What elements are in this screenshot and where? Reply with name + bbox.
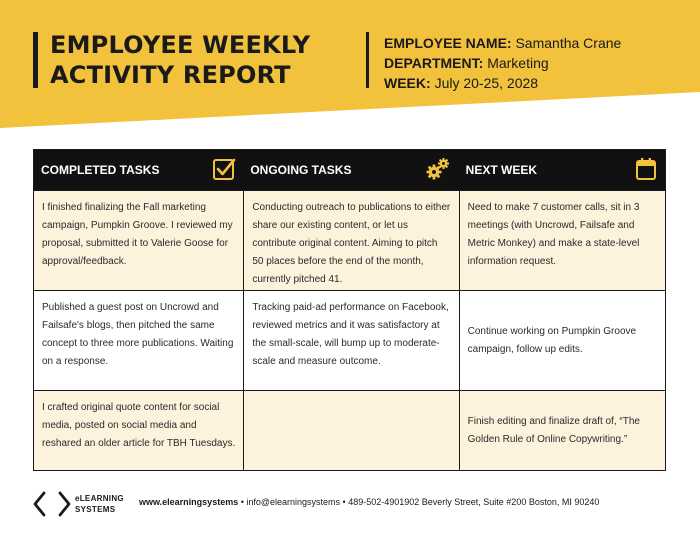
activity-table bbox=[33, 149, 666, 471]
table-cell bbox=[243, 391, 458, 470]
column-header-label: ONGOING TASKS bbox=[250, 163, 352, 177]
column-header-next-week bbox=[459, 150, 665, 190]
week-label: WEEK: bbox=[384, 75, 431, 91]
table-row bbox=[34, 190, 665, 290]
title-line-1: EMPLOYEE WEEKLY bbox=[50, 31, 311, 59]
department-value: Marketing bbox=[487, 55, 549, 71]
table-cell: Continue working on Pumpkin Groove campaign, follow up edits. bbox=[459, 291, 665, 390]
title-line-2: ACTIVITY REPORT bbox=[50, 61, 291, 89]
brand-line-1: eLEARNING bbox=[75, 494, 124, 503]
table-cell: I finished finalizing the Fall marketing campaign, Pumpkin Groove. I reviewed my proposal, submitted it to Valerie Goose for approval/feedback. bbox=[34, 191, 243, 290]
table-cell: Published a guest post on Uncrowd and Failsafe's blogs, then pitched the same concept to three more publications. Waiting on a response. bbox=[34, 291, 243, 390]
employee-info bbox=[384, 33, 621, 93]
department-label: DEPARTMENT: bbox=[384, 55, 484, 71]
table-header bbox=[34, 150, 665, 190]
column-header-label: NEXT WEEK bbox=[465, 163, 537, 177]
table-cell: Conducting outreach to publications to either share our existing content, or let us contribute original content. Aiming to pitch 50 places before the end of the month, currently pitched 41. bbox=[243, 191, 458, 290]
brand-line-2: SYSTEMS bbox=[75, 505, 116, 514]
department-row bbox=[384, 53, 621, 73]
table-cell: I crafted original quote content for social media, posted on social media and reshared an older article for TBH Tuesdays. bbox=[34, 391, 243, 470]
week-value: July 20-25, 2028 bbox=[434, 75, 539, 91]
title-accent-bar bbox=[33, 32, 38, 88]
table-cell: Need to make 7 customer calls, sit in 3 meetings (with Uncrowd, Failsafe and Metric Monkey) and make a state-level information request. bbox=[459, 191, 665, 290]
table-row bbox=[34, 390, 665, 470]
page-title bbox=[50, 30, 350, 90]
footer-contact bbox=[139, 497, 599, 507]
info-accent-bar bbox=[366, 32, 369, 88]
footer-website[interactable]: www.elearningsystems bbox=[139, 497, 239, 507]
employee-name-value: Samantha Crane bbox=[515, 35, 622, 51]
brand-name bbox=[75, 493, 124, 515]
employee-name-row bbox=[384, 33, 621, 53]
table-row bbox=[34, 290, 665, 390]
column-header-label: COMPLETED TASKS bbox=[41, 163, 160, 177]
column-header-ongoing bbox=[243, 150, 458, 190]
calendar-icon bbox=[635, 156, 657, 182]
table-cell: Tracking paid-ad performance on Facebook, reviewed metrics and it was satisfactory at the small-scale, will bump up to moderate-scale and measure outcome. bbox=[243, 291, 458, 390]
gears-icon bbox=[425, 156, 451, 182]
code-brackets-logo-icon bbox=[33, 491, 71, 517]
checkbox-icon bbox=[212, 157, 236, 181]
footer-contact-details: • info@elearningsystems • 489-502-4901902 Beverly Street, Suite #200 Boston, MI 90240 bbox=[238, 497, 600, 507]
week-row bbox=[384, 73, 621, 93]
table-cell: Finish editing and finalize draft of, “The Golden Rule of Online Copywriting.” bbox=[459, 391, 665, 470]
employee-name-label: EMPLOYEE NAME: bbox=[384, 35, 512, 51]
column-header-completed bbox=[34, 150, 243, 190]
